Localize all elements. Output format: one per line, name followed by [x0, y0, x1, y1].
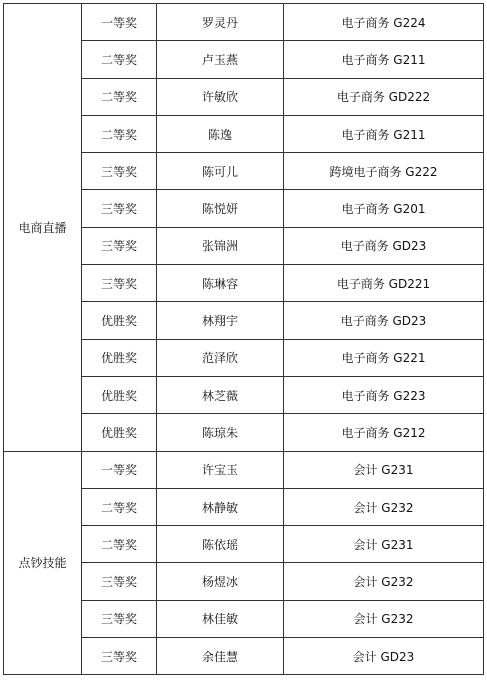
class-cell: 电子商务 G211 [284, 115, 484, 152]
prize-cell: 二等奖 [82, 526, 157, 563]
awards-table [3, 3, 484, 675]
category-cell: 电商直播 [4, 4, 82, 452]
class-cell: 电子商务 G221 [284, 339, 484, 376]
prize-cell: 优胜奖 [82, 302, 157, 339]
name-cell: 罗灵丹 [157, 4, 284, 41]
table-row [4, 451, 484, 488]
prize-cell: 三等奖 [82, 638, 157, 675]
class-cell: 电子商务 G224 [284, 4, 484, 41]
class-cell: 电子商务 G211 [284, 41, 484, 78]
class-cell: 会计 G232 [284, 488, 484, 525]
class-cell: 电子商务 GD23 [284, 227, 484, 264]
class-cell: 会计 G232 [284, 600, 484, 637]
prize-cell: 三等奖 [82, 600, 157, 637]
name-cell: 陈可儿 [157, 153, 284, 190]
prize-cell: 三等奖 [82, 227, 157, 264]
prize-cell: 二等奖 [82, 488, 157, 525]
name-cell: 许敏欣 [157, 78, 284, 115]
prize-cell: 二等奖 [82, 41, 157, 78]
name-cell: 卢玉燕 [157, 41, 284, 78]
name-cell: 陈依瑶 [157, 526, 284, 563]
name-cell: 杨煜冰 [157, 563, 284, 600]
name-cell: 余佳慧 [157, 638, 284, 675]
name-cell: 陈琳容 [157, 265, 284, 302]
class-cell: 电子商务 G201 [284, 190, 484, 227]
class-cell: 会计 G231 [284, 526, 484, 563]
class-cell: 电子商务 GD221 [284, 265, 484, 302]
prize-cell: 优胜奖 [82, 414, 157, 451]
class-cell: 会计 G232 [284, 563, 484, 600]
name-cell: 林芝薇 [157, 376, 284, 413]
class-cell: 电子商务 G223 [284, 376, 484, 413]
name-cell: 陈悦妍 [157, 190, 284, 227]
prize-cell: 一等奖 [82, 4, 157, 41]
name-cell: 林静敏 [157, 488, 284, 525]
class-cell: 电子商务 GD222 [284, 78, 484, 115]
name-cell: 许宝玉 [157, 451, 284, 488]
prize-cell: 三等奖 [82, 563, 157, 600]
name-cell: 范泽欣 [157, 339, 284, 376]
prize-cell: 一等奖 [82, 451, 157, 488]
prize-cell: 三等奖 [82, 265, 157, 302]
name-cell: 张锦洲 [157, 227, 284, 264]
name-cell: 林佳敏 [157, 600, 284, 637]
prize-cell: 二等奖 [82, 78, 157, 115]
class-cell: 跨境电子商务 G222 [284, 153, 484, 190]
class-cell: 电子商务 G212 [284, 414, 484, 451]
name-cell: 陈琼朱 [157, 414, 284, 451]
name-cell: 林翔宇 [157, 302, 284, 339]
table-row [4, 4, 484, 41]
class-cell: 会计 GD23 [284, 638, 484, 675]
prize-cell: 优胜奖 [82, 376, 157, 413]
class-cell: 电子商务 GD23 [284, 302, 484, 339]
prize-cell: 三等奖 [82, 190, 157, 227]
prize-cell: 二等奖 [82, 115, 157, 152]
prize-cell: 三等奖 [82, 153, 157, 190]
class-cell: 会计 G231 [284, 451, 484, 488]
prize-cell: 优胜奖 [82, 339, 157, 376]
name-cell: 陈逸 [157, 115, 284, 152]
awards-table-body [4, 4, 484, 675]
category-cell: 点钞技能 [4, 451, 82, 675]
